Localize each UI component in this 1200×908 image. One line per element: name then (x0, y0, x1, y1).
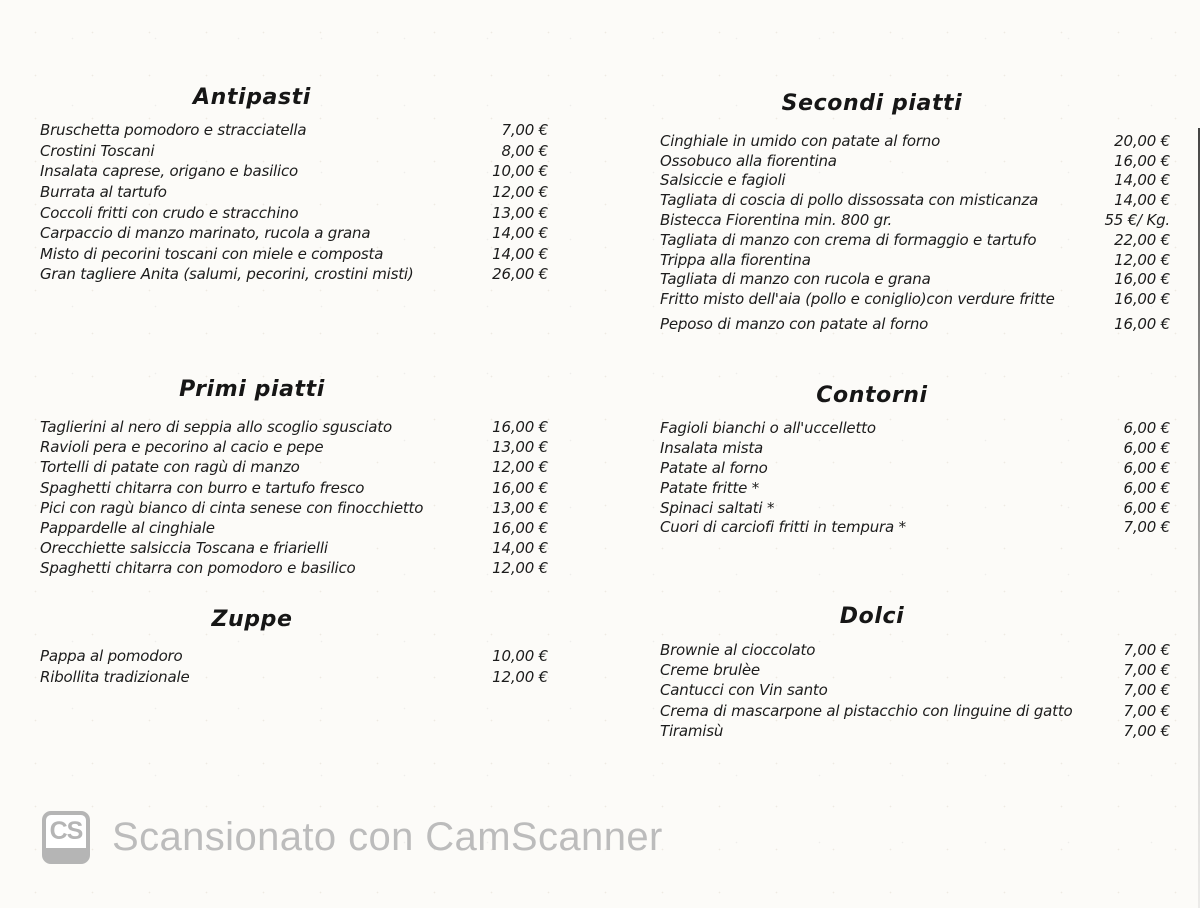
section-items (40, 645, 548, 687)
menu-item-price: 26,00 € (492, 265, 548, 284)
menu-item-name: Creme brulèe (660, 661, 760, 680)
menu-item-price: 14,00 € (492, 224, 548, 243)
menu-item-name: Brownie al cioccolato (660, 641, 816, 660)
menu-item-price: 10,00 € (492, 162, 548, 181)
menu-item (40, 457, 548, 477)
menu-item (660, 458, 1170, 478)
menu-item-name: Fritto misto dell'aia (pollo e coniglio)con verdure fritte (660, 290, 1055, 309)
watermark-text: Scansionato con CamScanner (112, 815, 663, 859)
menu-item-name: Carpaccio di manzo marinato, rucola a grana (40, 224, 371, 243)
section-title: Zuppe (211, 607, 293, 632)
menu-item (40, 518, 548, 538)
menu-item-price: 6,00 € (1123, 498, 1170, 517)
menu-item-name: Ribollita tradizionale (40, 667, 190, 686)
section-title: Dolci (839, 604, 905, 629)
section-zuppe (40, 607, 548, 692)
menu-item (40, 182, 548, 203)
menu-item (40, 437, 548, 457)
menu-item-name: Cinghiale in umido con patate al forno (660, 131, 941, 150)
menu-item (660, 418, 1170, 438)
menu-item (660, 314, 1170, 334)
menu-item-name: Orecchiette salsiccia Toscana e friarielli (40, 539, 328, 558)
section-contorni (660, 383, 1170, 548)
section-title: Antipasti (193, 85, 311, 110)
menu-item (40, 478, 548, 498)
menu-item-name: Crostini Toscani (40, 141, 155, 160)
menu-item-name: Tiramisù (660, 721, 724, 740)
menu-item (660, 131, 1170, 151)
menu-item-price: 14,00 € (1114, 191, 1170, 210)
menu-item-name: Tagliata di coscia di pollo dissossata con misticanza (660, 191, 1039, 210)
menu-item (660, 171, 1170, 191)
menu-item (40, 141, 548, 162)
menu-item-name: Cantucci con Vin santo (660, 681, 828, 700)
menu-item-price: 16,00 € (1114, 151, 1170, 170)
menu-item-price: 16,00 € (1114, 270, 1170, 289)
menu-item (660, 701, 1170, 721)
menu-item-name: Burrata al tartufo (40, 183, 167, 202)
menu-item-price: 16,00 € (492, 418, 548, 437)
menu-item-price: 7,00 € (1123, 701, 1170, 720)
menu-item-price: 7,00 € (1123, 661, 1170, 680)
menu-item-price: 6,00 € (1123, 438, 1170, 457)
section-title: Primi piatti (179, 377, 325, 402)
menu-item-price: 6,00 € (1123, 458, 1170, 477)
section-items (40, 417, 548, 579)
menu-item-name: Pappardelle al cinghiale (40, 519, 215, 538)
menu-item-name: Spaghetti chitarra con burro e tartufo fresco (40, 478, 365, 497)
menu-item (40, 558, 548, 578)
menu-item-name: Pici con ragù bianco di cinta senese con finocchietto (40, 498, 424, 517)
menu-item-price: 10,00 € (492, 646, 548, 665)
menu-item (660, 190, 1170, 210)
menu-item (660, 289, 1170, 309)
menu-item-price: 7,00 € (1123, 681, 1170, 700)
menu-item (40, 120, 548, 141)
menu-item (40, 666, 548, 687)
menu-item-price: 12,00 € (492, 559, 548, 578)
menu-item (40, 264, 548, 285)
menu-item-name: Peposo di manzo con patate al forno (660, 315, 929, 334)
menu-item-name: Pappa al pomodoro (40, 646, 183, 665)
menu-item-name: Trippa alla fiorentina (660, 250, 811, 269)
section-primi-piatti (40, 377, 548, 582)
menu-item (660, 270, 1170, 290)
menu-item-price: 12,00 € (492, 667, 548, 686)
menu-item-name: Ossobuco alla fiorentina (660, 151, 837, 170)
menu-item (660, 517, 1170, 537)
menu-item-price: 14,00 € (1114, 171, 1170, 190)
menu-item (660, 680, 1170, 700)
menu-item (40, 538, 548, 558)
menu-item-price: 12,00 € (492, 183, 548, 202)
menu-item-name: Spaghetti chitarra con pomodoro e basilico (40, 559, 356, 578)
menu-item-name: Misto di pecorini toscani con miele e composta (40, 244, 384, 263)
menu-item (660, 660, 1170, 680)
menu-item (660, 210, 1170, 230)
menu-item (40, 244, 548, 265)
menu-item-name: Tortelli di patate con ragù di manzo (40, 458, 300, 477)
menu-item-price: 13,00 € (492, 438, 548, 457)
menu-item (660, 721, 1170, 741)
menu-item (660, 478, 1170, 498)
menu-item-price: 14,00 € (492, 539, 548, 558)
menu-item (660, 151, 1170, 171)
menu-item-price: 16,00 € (492, 519, 548, 538)
menu-item-price: 7,00 € (1123, 641, 1170, 660)
menu-item-name: Insalata caprese, origano e basilico (40, 162, 299, 181)
menu-item (660, 498, 1170, 518)
menu-item-price: 16,00 € (1114, 315, 1170, 334)
section-title: Secondi piatti (781, 91, 963, 116)
menu-item-price: 6,00 € (1123, 478, 1170, 497)
menu-item-name: Gran tagliere Anita (salumi, pecorini, crostini misti) (40, 265, 414, 284)
menu-item-name: Tagliata di manzo con crema di formaggio e tartufo (660, 230, 1037, 249)
menu-item-name: Ravioli pera e pecorino al cacio e pepe (40, 438, 324, 457)
menu-item-name: Insalata mista (660, 438, 764, 457)
menu-item-price: 7,00 € (1123, 518, 1170, 537)
section-antipasti (40, 85, 548, 285)
menu-item-price: 22,00 € (1114, 230, 1170, 249)
menu-item (660, 640, 1170, 660)
menu-item-price: 13,00 € (492, 203, 548, 222)
menu-item (40, 161, 548, 182)
menu-item-price: 7,00 € (501, 121, 548, 140)
menu-item-price: 8,00 € (501, 141, 548, 160)
menu-item-name: Bistecca Fiorentina min. 800 gr. (660, 211, 893, 230)
menu-item (40, 645, 548, 666)
menu-item-price: 12,00 € (1114, 250, 1170, 269)
menu-item-name: Patate al forno (660, 458, 768, 477)
section-items (660, 131, 1170, 334)
menu-item-name: Tagliata di manzo con rucola e grana (660, 270, 931, 289)
menu-item-price: 13,00 € (492, 498, 548, 517)
menu-item (40, 498, 548, 518)
menu-item-name: Salsiccie e fagioli (660, 171, 786, 190)
menu-item (660, 230, 1170, 250)
menu-item (40, 417, 548, 437)
menu-item-price: 12,00 € (492, 458, 548, 477)
section-secondi-piatti (660, 91, 1170, 341)
menu-item-name: Bruschetta pomodoro e stracciatella (40, 121, 307, 140)
camscanner-icon-bar (45, 848, 87, 861)
menu-item-price: 16,00 € (1114, 290, 1170, 309)
menu-item-price: 20,00 € (1114, 131, 1170, 150)
menu-item-price: 16,00 € (492, 478, 548, 497)
menu-item-name: Patate fritte * (660, 478, 760, 497)
section-title: Contorni (816, 383, 928, 408)
menu-item (40, 202, 548, 223)
menu-item-price: 6,00 € (1123, 418, 1170, 437)
menu-item (660, 250, 1170, 270)
menu-item-price: 55 €/ Kg. (1104, 211, 1170, 230)
menu-item (40, 223, 548, 244)
menu-item-name: Coccoli fritti con crudo e stracchino (40, 203, 299, 222)
menu-item-price: 14,00 € (492, 244, 548, 263)
menu-item-name: Spinaci saltati * (660, 498, 775, 517)
menu-item-name: Crema di mascarpone al pistacchio con linguine di gatto (660, 701, 1073, 720)
menu-item-name: Fagioli bianchi o all'uccelletto (660, 418, 876, 437)
camscanner-icon-label: CS (49, 817, 83, 845)
section-items (660, 418, 1170, 537)
camscanner-watermark (42, 811, 663, 864)
menu-item-name: Taglierini al nero di seppia allo scoglio sgusciato (40, 418, 392, 437)
section-dolci (660, 604, 1170, 749)
camscanner-icon (42, 811, 90, 864)
section-items (660, 640, 1170, 741)
menu-item (660, 438, 1170, 458)
menu-item-price: 7,00 € (1123, 721, 1170, 740)
menu-item-name: Cuori di carciofi fritti in tempura * (660, 518, 906, 537)
section-items (40, 120, 548, 285)
